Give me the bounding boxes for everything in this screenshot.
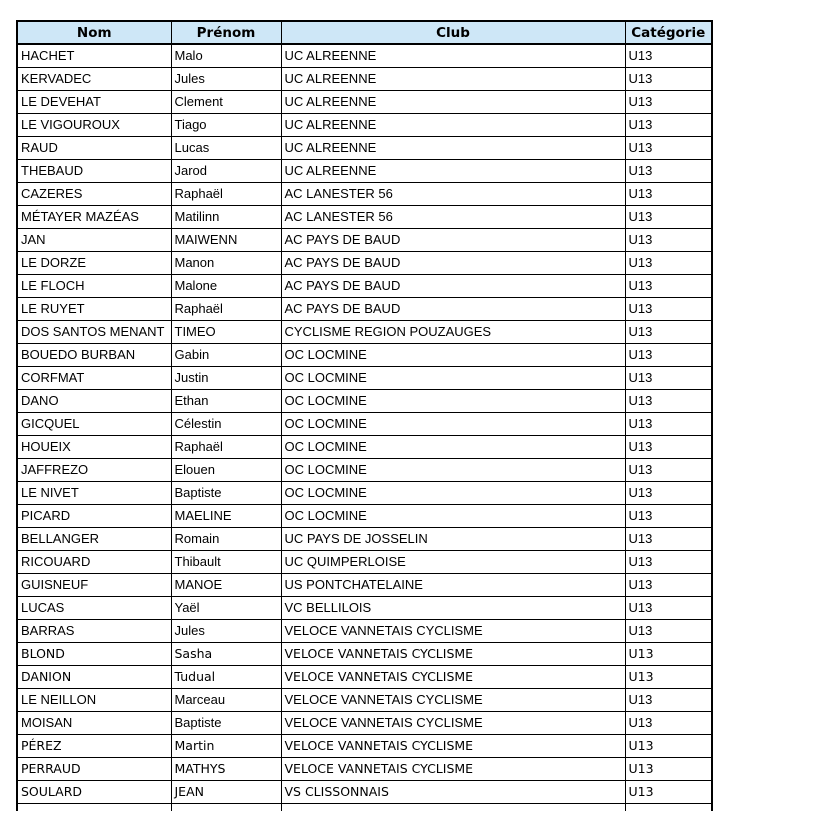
- cell-categorie: U13: [625, 781, 712, 804]
- cell-nom: THEBAUD: [17, 160, 171, 183]
- cell-nom: BLOND: [17, 643, 171, 666]
- cell-categorie: U13: [625, 44, 712, 68]
- table-row: [17, 114, 712, 137]
- cell-prenom: Malo: [171, 44, 281, 68]
- table-row: [17, 390, 712, 413]
- cell-categorie: U13: [625, 620, 712, 643]
- table-row: [17, 758, 712, 781]
- header-prenom: Prénom: [171, 21, 281, 44]
- cell-nom: CAZERES: [17, 183, 171, 206]
- cell-club: OC LOCMINE: [281, 413, 625, 436]
- cell-club: OC LOCMINE: [281, 505, 625, 528]
- cell-nom: LE FLOCH: [17, 275, 171, 298]
- table-row: [17, 321, 712, 344]
- table-row: [17, 482, 712, 505]
- cell-categorie: U13: [625, 758, 712, 781]
- cell-categorie: U13: [625, 160, 712, 183]
- table-row: [17, 620, 712, 643]
- cell-nom: RAUD: [17, 137, 171, 160]
- cell-categorie: U13: [625, 597, 712, 620]
- table-row: [17, 91, 712, 114]
- cell-club: AC PAYS DE BAUD: [281, 229, 625, 252]
- header-club: Club: [281, 21, 625, 44]
- cell-nom: BARRAS: [17, 620, 171, 643]
- cell-categorie: U13: [625, 68, 712, 91]
- table-row: [17, 206, 712, 229]
- cell-nom: PÉREZ: [17, 735, 171, 758]
- cell-prenom: Tiago: [171, 114, 281, 137]
- header-nom: Nom: [17, 21, 171, 44]
- cell-prenom: Sasha: [171, 643, 281, 666]
- cell-nom: BELLANGER: [17, 528, 171, 551]
- cell-club: UC ALREENNE: [281, 160, 625, 183]
- cell-prenom: Baptiste: [171, 712, 281, 735]
- cell-categorie: U13: [625, 459, 712, 482]
- cell-club: VC BELLILOIS: [281, 597, 625, 620]
- cell-categorie: U13: [625, 689, 712, 712]
- cell-prenom: TIMEO: [171, 321, 281, 344]
- rider-list-sheet: [16, 20, 715, 811]
- cell-nom: GUISNEUF: [17, 574, 171, 597]
- table-row: [17, 436, 712, 459]
- cell-categorie: U13: [625, 321, 712, 344]
- table-row: [17, 44, 712, 68]
- table-row: [17, 183, 712, 206]
- cell-nom: HOUEIX: [17, 436, 171, 459]
- clipped-cell: [171, 804, 281, 812]
- cell-prenom: Gabin: [171, 344, 281, 367]
- cell-club: UC ALREENNE: [281, 68, 625, 91]
- cell-prenom: Jules: [171, 68, 281, 91]
- table-row: [17, 666, 712, 689]
- cell-nom: JAFFREZO: [17, 459, 171, 482]
- cell-prenom: Clement: [171, 91, 281, 114]
- cell-nom: DANION: [17, 666, 171, 689]
- cell-club: UC PAYS DE JOSSELIN: [281, 528, 625, 551]
- cell-prenom: Tudual: [171, 666, 281, 689]
- cell-nom: LE NIVET: [17, 482, 171, 505]
- cell-nom: LE DORZE: [17, 252, 171, 275]
- cell-prenom: MAELINE: [171, 505, 281, 528]
- cell-categorie: U13: [625, 298, 712, 321]
- cell-prenom: JEAN: [171, 781, 281, 804]
- table-body: [17, 44, 712, 811]
- table-row: [17, 597, 712, 620]
- cell-nom: LUCAS: [17, 597, 171, 620]
- cell-nom: BOUEDO BURBAN: [17, 344, 171, 367]
- cell-categorie: U13: [625, 505, 712, 528]
- cell-prenom: Thibault: [171, 551, 281, 574]
- cell-prenom: Elouen: [171, 459, 281, 482]
- table-row: [17, 344, 712, 367]
- cell-club: AC LANESTER 56: [281, 206, 625, 229]
- cell-categorie: U13: [625, 551, 712, 574]
- cell-club: AC PAYS DE BAUD: [281, 252, 625, 275]
- cell-categorie: U13: [625, 252, 712, 275]
- cell-prenom: Marceau: [171, 689, 281, 712]
- cell-categorie: U13: [625, 712, 712, 735]
- cell-categorie: U13: [625, 666, 712, 689]
- cell-prenom: Raphaël: [171, 436, 281, 459]
- table-row: [17, 689, 712, 712]
- cell-prenom: Justin: [171, 367, 281, 390]
- cell-categorie: U13: [625, 413, 712, 436]
- clipped-cell: [625, 804, 712, 812]
- cell-prenom: MANOE: [171, 574, 281, 597]
- cell-prenom: MATHYS: [171, 758, 281, 781]
- table-row: [17, 528, 712, 551]
- cell-club: OC LOCMINE: [281, 436, 625, 459]
- cell-club: VELOCE VANNETAIS CYCLISME: [281, 643, 625, 666]
- clipped-row: [17, 804, 712, 812]
- table-row: [17, 735, 712, 758]
- cell-prenom: Manon: [171, 252, 281, 275]
- cell-categorie: U13: [625, 137, 712, 160]
- cell-club: UC ALREENNE: [281, 91, 625, 114]
- cell-prenom: Romain: [171, 528, 281, 551]
- cell-categorie: U13: [625, 574, 712, 597]
- cell-prenom: Jules: [171, 620, 281, 643]
- cell-nom: JAN: [17, 229, 171, 252]
- table-row: [17, 160, 712, 183]
- cell-club: US PONTCHATELAINE: [281, 574, 625, 597]
- cell-club: VELOCE VANNETAIS CYCLISME: [281, 666, 625, 689]
- cell-club: VELOCE VANNETAIS CYCLISME: [281, 689, 625, 712]
- table-row: [17, 229, 712, 252]
- cell-club: VS CLISSONNAIS: [281, 781, 625, 804]
- cell-club: UC QUIMPERLOISE: [281, 551, 625, 574]
- cell-club: AC LANESTER 56: [281, 183, 625, 206]
- table-row: [17, 643, 712, 666]
- cell-nom: LE VIGOUROUX: [17, 114, 171, 137]
- header-categorie: Catégorie: [625, 21, 712, 44]
- cell-nom: HACHET: [17, 44, 171, 68]
- cell-club: OC LOCMINE: [281, 344, 625, 367]
- cell-categorie: U13: [625, 528, 712, 551]
- cell-nom: KERVADEC: [17, 68, 171, 91]
- table-row: [17, 413, 712, 436]
- table-row: [17, 551, 712, 574]
- cell-categorie: U13: [625, 735, 712, 758]
- cell-categorie: U13: [625, 344, 712, 367]
- cell-club: OC LOCMINE: [281, 367, 625, 390]
- cell-club: VELOCE VANNETAIS CYCLISME: [281, 712, 625, 735]
- cell-prenom: Yaël: [171, 597, 281, 620]
- cell-prenom: Jarod: [171, 160, 281, 183]
- cell-prenom: Raphaël: [171, 298, 281, 321]
- cell-categorie: U13: [625, 206, 712, 229]
- table-row: [17, 367, 712, 390]
- table-row: [17, 459, 712, 482]
- cell-club: VELOCE VANNETAIS CYCLISME: [281, 758, 625, 781]
- cell-prenom: Malone: [171, 275, 281, 298]
- cell-prenom: MAIWENN: [171, 229, 281, 252]
- cell-prenom: Ethan: [171, 390, 281, 413]
- cell-categorie: U13: [625, 183, 712, 206]
- cell-nom: LE NEILLON: [17, 689, 171, 712]
- cell-nom: MÉTAYER MAZÉAS: [17, 206, 171, 229]
- table-row: [17, 712, 712, 735]
- cell-categorie: U13: [625, 114, 712, 137]
- table-row: [17, 781, 712, 804]
- cell-club: UC ALREENNE: [281, 114, 625, 137]
- table-row: [17, 252, 712, 275]
- cell-categorie: U13: [625, 229, 712, 252]
- cell-nom: PERRAUD: [17, 758, 171, 781]
- cell-club: UC ALREENNE: [281, 44, 625, 68]
- cell-nom: RICOUARD: [17, 551, 171, 574]
- cell-nom: LE DEVEHAT: [17, 91, 171, 114]
- clipped-cell: [281, 804, 625, 812]
- table-row: [17, 68, 712, 91]
- cell-categorie: U13: [625, 91, 712, 114]
- cell-nom: PICARD: [17, 505, 171, 528]
- table-row: [17, 298, 712, 321]
- cell-club: OC LOCMINE: [281, 459, 625, 482]
- cell-nom: GICQUEL: [17, 413, 171, 436]
- cell-categorie: U13: [625, 482, 712, 505]
- cell-club: VELOCE VANNETAIS CYCLISME: [281, 735, 625, 758]
- cell-club: AC PAYS DE BAUD: [281, 298, 625, 321]
- cell-categorie: U13: [625, 390, 712, 413]
- cell-club: OC LOCMINE: [281, 390, 625, 413]
- header-row: [17, 21, 712, 44]
- cell-club: OC LOCMINE: [281, 482, 625, 505]
- cell-prenom: Matilinn: [171, 206, 281, 229]
- cell-club: UC ALREENNE: [281, 137, 625, 160]
- cell-prenom: Célestin: [171, 413, 281, 436]
- cell-nom: MOISAN: [17, 712, 171, 735]
- rider-table: [16, 20, 713, 811]
- cell-categorie: U13: [625, 643, 712, 666]
- cell-prenom: Martin: [171, 735, 281, 758]
- table-row: [17, 505, 712, 528]
- cell-club: CYCLISME REGION POUZAUGES: [281, 321, 625, 344]
- clipped-cell: [17, 804, 171, 812]
- cell-club: VELOCE VANNETAIS CYCLISME: [281, 620, 625, 643]
- cell-nom: LE RUYET: [17, 298, 171, 321]
- table-row: [17, 137, 712, 160]
- cell-prenom: Lucas: [171, 137, 281, 160]
- table-row: [17, 275, 712, 298]
- cell-categorie: U13: [625, 367, 712, 390]
- cell-nom: DANO: [17, 390, 171, 413]
- cell-categorie: U13: [625, 275, 712, 298]
- cell-prenom: Baptiste: [171, 482, 281, 505]
- cell-club: AC PAYS DE BAUD: [281, 275, 625, 298]
- cell-prenom: Raphaël: [171, 183, 281, 206]
- cell-nom: SOULARD: [17, 781, 171, 804]
- cell-nom: DOS SANTOS MENANT: [17, 321, 171, 344]
- table-row: [17, 574, 712, 597]
- table-header: [17, 21, 712, 44]
- cell-nom: CORFMAT: [17, 367, 171, 390]
- cell-categorie: U13: [625, 436, 712, 459]
